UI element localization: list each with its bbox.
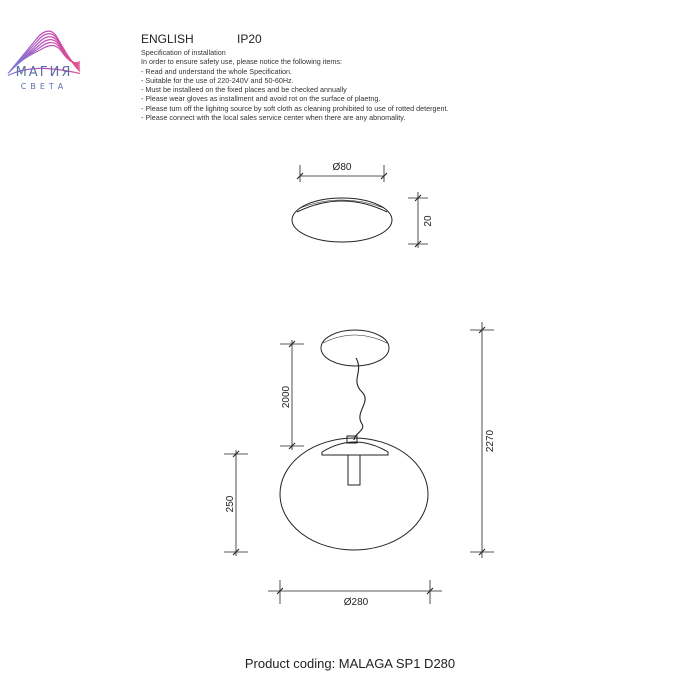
lamp-socket (348, 455, 360, 485)
spec-line: - Read and understand the whole Specification. (141, 66, 293, 76)
ip-rating: IP20 (237, 32, 262, 46)
spec-line: - Please connect with the local sales service center when there are any abnomality. (141, 113, 406, 123)
canopy-height-label: 20 (423, 215, 434, 227)
spec-line: - Please wear gloves as installment and avoid rot on the surface of plaetng. (141, 94, 381, 104)
total-height-label: 2270 (485, 429, 496, 453)
shade-height-label: 250 (225, 495, 236, 513)
pendant-lamp (280, 330, 428, 550)
brand-name: МАГИЯ (15, 65, 73, 80)
language-label: ENGLISH (141, 32, 194, 46)
spec-title: Specification of installation (141, 48, 226, 57)
spec-line: In order to ensure safety use, please notice the following items: (141, 57, 342, 67)
shade-diameter-label: Ø280 (343, 597, 369, 608)
canopy-detail (292, 165, 428, 248)
canopy-diameter-label: Ø80 (332, 162, 352, 173)
cable-length-label: 2000 (281, 385, 292, 409)
product-coding: Product coding: MALAGA SP1 D280 (244, 656, 456, 671)
spec-line: - Please turn off the lighitng source by soft cloth as cleaning prohibited to use of rotted detergent. (141, 103, 449, 113)
spec-line: - Suitable for the use of 220-240V and 50-60Hz. (141, 75, 294, 85)
brand-tagline: СВЕТА (20, 82, 68, 91)
lamp-cap (322, 442, 388, 455)
spec-line: - Must be installeed on the fixed places and be checked annually (141, 85, 347, 95)
cable (354, 358, 365, 440)
